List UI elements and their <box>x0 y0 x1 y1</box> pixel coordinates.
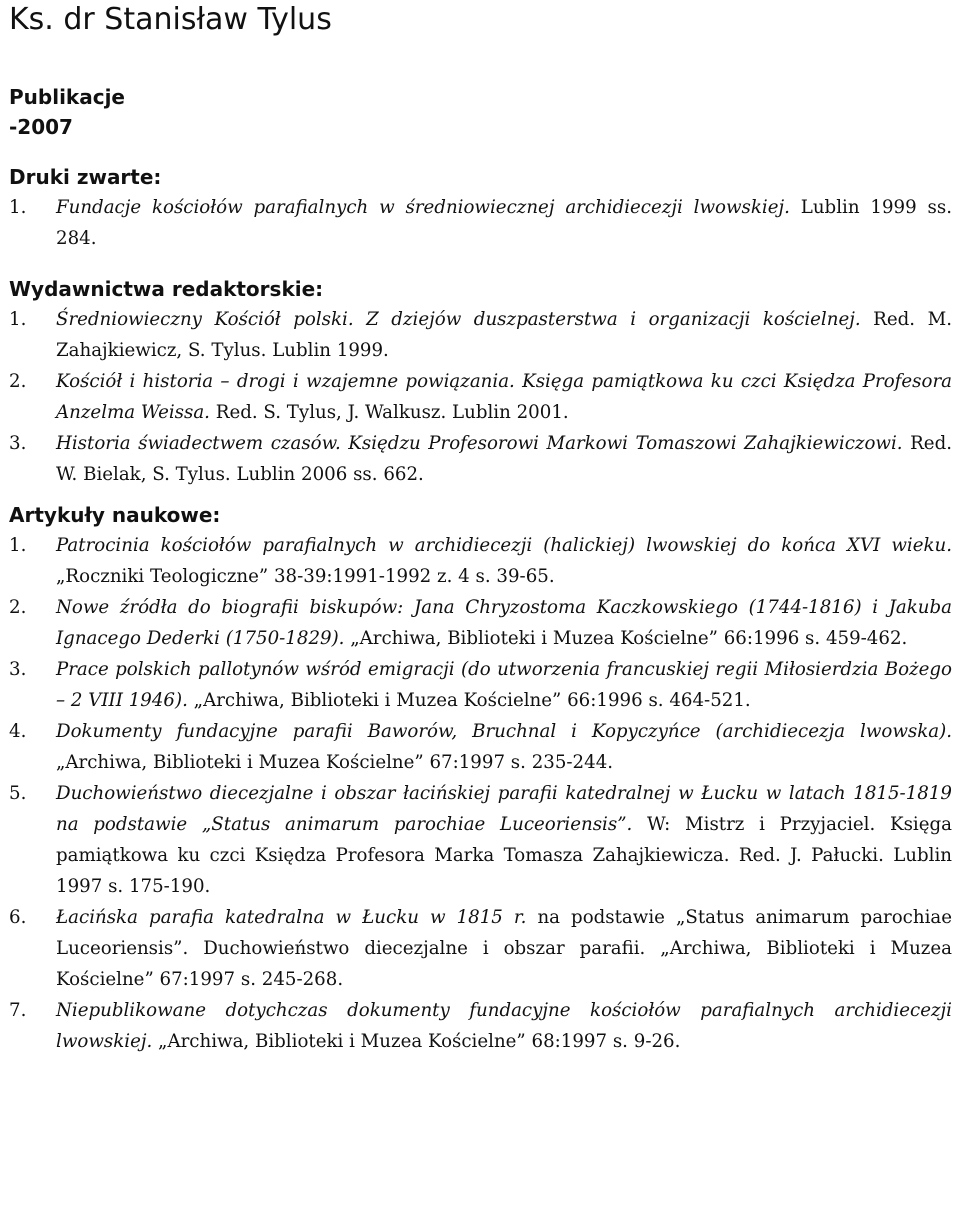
group-heading-articles: Artykuły naukowe: <box>9 503 221 527</box>
group-heading-editorial: Wydawnictwa redaktorskie: <box>9 277 324 301</box>
articles-list <box>9 530 952 1057</box>
list-item: 6. Łacińska parafia katedralna w Łucku w 1815 r. na podstawie „Status animarum parochiae Luceoriensis”. Duchowieństwo diecezjalne i obszar parafii. „Archiwa, Biblioteki i Muzea Kościelne” 67:1997 s. 245-268. <box>9 907 952 990</box>
list-item: 3. Prace polskich pallotynów wśród emigracji (do utworzenia francuskiej regii Miłosierdzia Bożego – 2 VIII 1946). „Archiwa, Biblioteki i Muzea Kościelne” 66:1996 s. 464-521. <box>9 659 952 711</box>
books-list <box>9 192 952 254</box>
group-heading-books: Druki zwarte: <box>9 165 162 189</box>
editorial-list <box>9 304 952 490</box>
list-item: 1. Patrocinia kościołów parafialnych w archidiecezji (halickiej) lwowskiej do końca XVI wieku. „Roczniki Teologiczne” 38-39:1991-1992 z. 4 s. 39-65. <box>9 535 952 587</box>
list-item: 5. Duchowieństwo diecezjalne i obszar łacińskiej parafii katedralnej w Łucku w latach 1815-1819 na podstawie „Status animarum parochiae Luceoriensis”. W: Mistrz i Przyjaciel. Księga pamiątkowa ku czci Księdza Profesora Marka Tomasza Zahajkiewicza. Red. J. Pałucki. Lublin 1997 s. 175-190. <box>9 783 952 897</box>
list-item: 4. Dokumenty fundacyjne parafii Baworów, Bruchnal i Kopyczyńce (archidiecezja lwowska). „Archiwa, Biblioteki i Muzea Kościelne” 67:1997 s. 235-244. <box>9 721 952 773</box>
page-title: Ks. dr Stanisław Tylus <box>9 2 332 37</box>
list-item: 1. Średniowieczny Kościół polski. Z dziejów duszpasterstwa i organizacji kościelnej. Red. M. Zahajkiewicz, S. Tylus. Lublin 1999. <box>9 309 952 361</box>
section-heading: Publikacje <box>9 85 125 109</box>
list-item: 7. Niepublikowane dotychczas dokumenty fundacyjne kościołów parafialnych archidiecezji lwowskiej. „Archiwa, Biblioteki i Muzea Kościelne” 68:1997 s. 9-26. <box>9 1000 952 1052</box>
list-item: 2. Nowe źródła do biografii biskupów: Jana Chryzostoma Kaczkowskiego (1744-1816) i Jakuba Ignacego Dederki (1750-1829). „Archiwa, Biblioteki i Muzea Kościelne” 66:1996 s. 459-462. <box>9 597 952 649</box>
list-item: 2. Kościół i historia – drogi i wzajemne powiązania. Księga pamiątkowa ku czci Księdza Profesora Anzelma Weissa. Red. S. Tylus, J. Walkusz. Lublin 2001. <box>9 371 952 423</box>
list-item: 3. Historia świadectwem czasów. Księdzu Profesorowi Markowi Tomaszowi Zahajkiewiczowi. Red. W. Bielak, S. Tylus. Lublin 2006 ss. 662. <box>9 433 952 485</box>
section-period: -2007 <box>9 115 73 139</box>
list-item: 1. Fundacje kościołów parafialnych w średniowiecznej archidiecezji lwowskiej. Lublin 1999 ss. 284. <box>9 197 953 249</box>
